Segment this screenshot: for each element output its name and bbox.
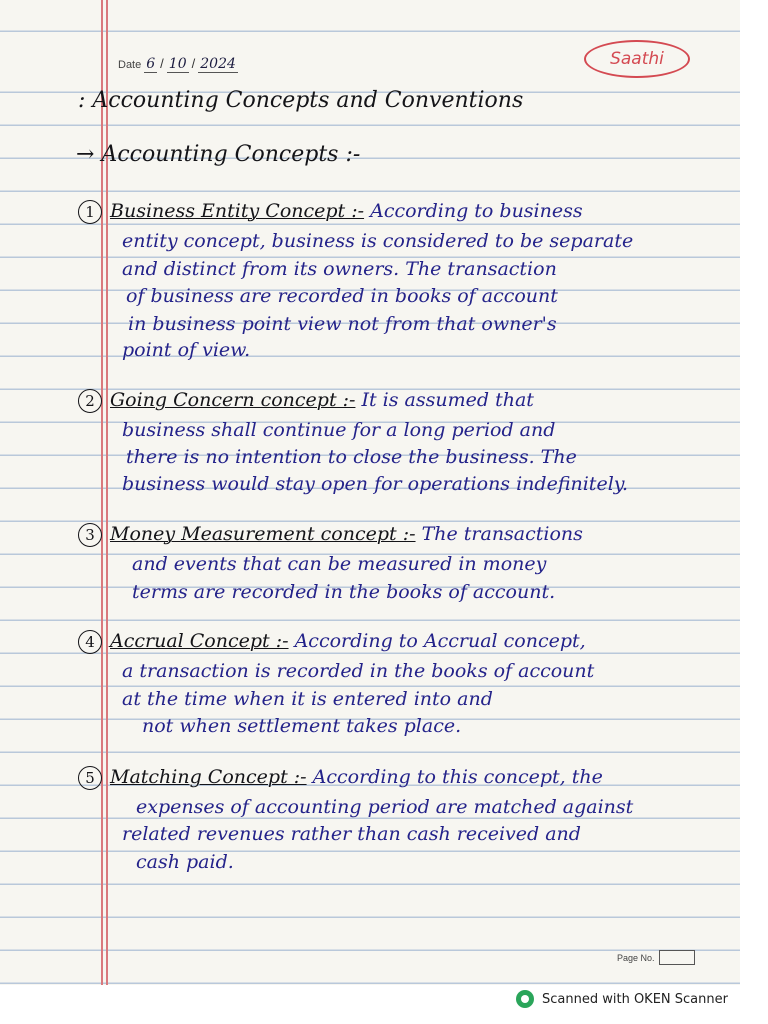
concept-text-line: there is no intention to close the business. The xyxy=(126,446,577,468)
concept-text-line: business would stay open for operations indefinitely. xyxy=(122,473,629,495)
page-title: : Accounting Concepts and Conventions xyxy=(78,88,524,113)
concept-text-line: at the time when it is entered into and xyxy=(122,688,493,710)
concept-text-line: terms are recorded in the books of account. xyxy=(132,581,556,603)
date-field xyxy=(118,56,238,73)
date-label: Date xyxy=(118,59,142,71)
date-month: 10 xyxy=(168,56,187,72)
page-number-label: Page No. xyxy=(617,952,655,963)
concept-text-line: in business point view not from that owner's xyxy=(128,313,557,335)
section-number: 2 xyxy=(78,389,102,413)
scanner-text: Scanned with OKEN Scanner xyxy=(542,991,728,1007)
concept-text-line: business shall continue for a long period and xyxy=(122,419,556,441)
concept-heading: Matching Concept :- xyxy=(110,766,307,788)
date-separator: / xyxy=(160,56,164,71)
concept-heading: Going Concern concept :- xyxy=(110,389,356,411)
date-day: 6 xyxy=(146,56,156,72)
page-number-box xyxy=(659,950,695,965)
page-number-field xyxy=(617,950,695,965)
concept-text-line: of business are recorded in books of account xyxy=(126,285,558,307)
scanner-watermark xyxy=(516,990,728,1008)
concept-heading: Accrual Concept :- xyxy=(110,630,289,652)
concept-text-line: It is assumed that xyxy=(361,389,534,411)
date-separator: / xyxy=(191,56,196,71)
concept-text-line: The transactions xyxy=(421,523,583,545)
section-number: 1 xyxy=(78,200,102,224)
oken-scanner-icon xyxy=(516,990,534,1008)
section-number: 3 xyxy=(78,523,102,547)
concept-text-line: related revenues rather than cash received and xyxy=(122,823,581,845)
concept-heading: Business Entity Concept :- xyxy=(110,200,365,222)
concept-text-line: According to Accrual concept, xyxy=(294,630,586,652)
brand-logo: Saathi xyxy=(584,40,690,78)
concept-text-line: and events that can be measured in money xyxy=(132,553,547,575)
concept-text-line: and distinct from its owners. The transaction xyxy=(122,258,557,280)
section-subheading: → Accounting Concepts :- xyxy=(76,142,361,167)
concept-text-line: a transaction is recorded in the books of account xyxy=(122,660,595,682)
concept-text-line: point of view. xyxy=(122,339,251,361)
concept-text-line: expenses of accounting period are matched against xyxy=(136,796,634,818)
concept-heading: Money Measurement concept :- xyxy=(110,523,416,545)
concept-text-line: According to this concept, the xyxy=(312,766,603,788)
date-year: 2024 xyxy=(200,56,236,72)
concept-text-line: entity concept, business is considered to be separate xyxy=(122,230,634,252)
concept-text-line: cash paid. xyxy=(136,851,234,873)
concept-text-line: not when settlement takes place. xyxy=(142,715,462,737)
section-number: 4 xyxy=(78,630,102,654)
concept-text-line: According to business xyxy=(370,200,583,222)
section-number: 5 xyxy=(78,766,102,790)
